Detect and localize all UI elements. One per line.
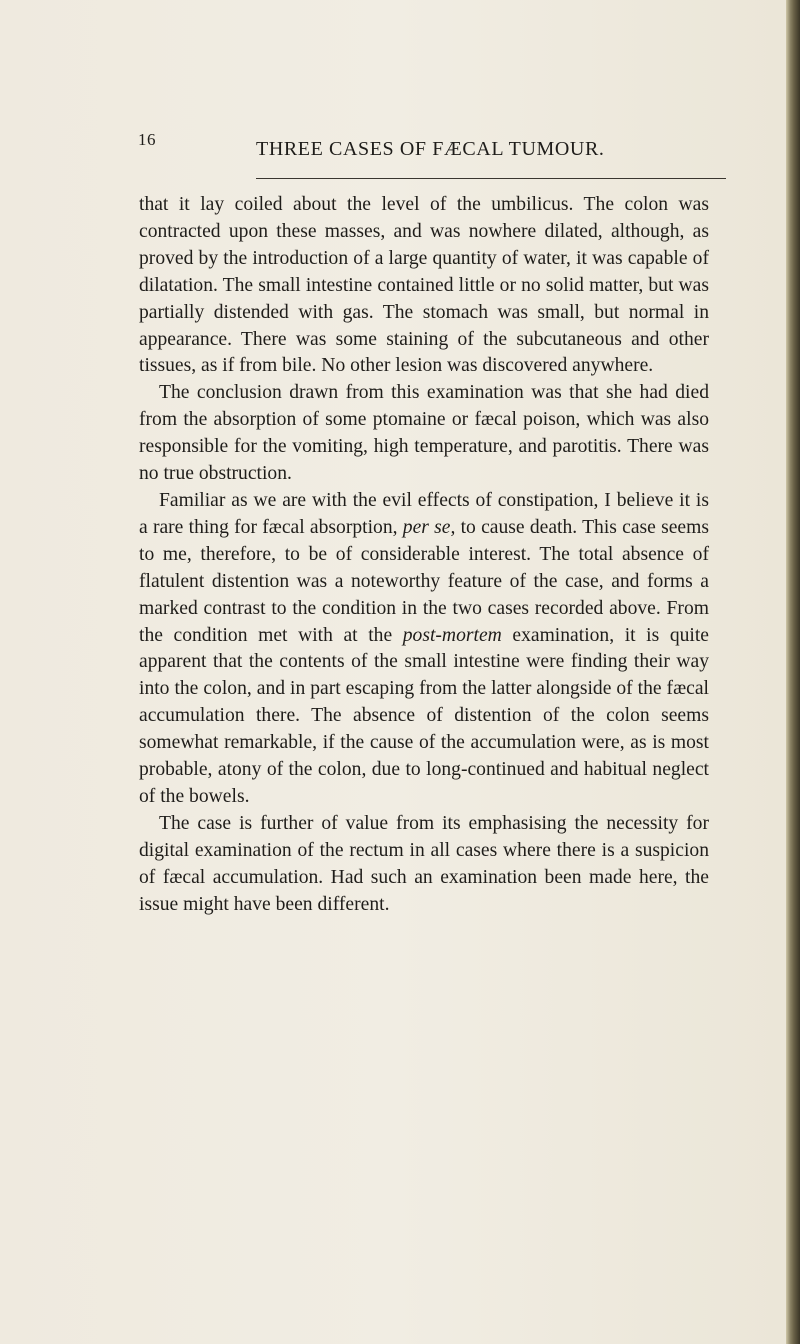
page-header (138, 130, 710, 166)
paragraph-continued: that it lay coiled about the level of the umbilicus. The colon was contracted upon these masses, and was nowhere dilated, although, as proved by the introduction of a large quantity of water, it was capable of dilatation. The small intestine contained little or no solid matter, but was partially distended with gas. The stomach was small, but normal in appearance. There was some staining of the subcutaneous and other tissues, as if from bile. No other lesion was discovered anywhere. (139, 194, 709, 377)
page-edge (786, 0, 800, 1344)
running-title: THREE CASES OF FÆCAL TUMOUR. (256, 138, 605, 160)
page-number: 16 (138, 130, 156, 149)
header-rule (256, 178, 726, 179)
paragraph-discussion (139, 488, 709, 811)
body-text (139, 192, 709, 918)
paragraph-final: The case is further of value from its emphasising the necessity for digital examination of the rectum in all cases where there is a suspicion of fæcal accumulation. Had such an examination been made here, the issue might have been different. (139, 812, 709, 915)
paragraph-discussion-text-2: to cause death. This case seems to me, therefore, to be of considerable interest. The total absence of flatulent distention was a noteworthy feature of the case, and forms a marked contrast to the condition in the two cases recorded above. From the condition met with at the (139, 516, 709, 646)
paragraph-discussion-text-3: examination, it is quite apparent that the contents of the small intestine were finding their way into the colon, and in part escaping from the latter alongside of the fæcal accumulation there. The absence of distention of the colon seems somewhat remarkable, if the cause of the accumulation were, as is most probable, atony of the colon, due to long-continued and habitual neglect of the bowels. (139, 624, 709, 807)
italic-per-se: per se, (402, 516, 456, 538)
italic-post-mortem: post-mortem (402, 624, 502, 646)
paragraph-discussion-text-1: Familiar as we are with the evil effects of constipation, I believe it is a rare thing for fæcal absorption, (139, 489, 709, 538)
paragraph-conclusion: The conclusion drawn from this examination was that she had died from the absorption of some ptomaine or fæcal poison, which was also responsible for the vomiting, high temperature, and parotitis. There was no true obstruction. (139, 382, 709, 485)
